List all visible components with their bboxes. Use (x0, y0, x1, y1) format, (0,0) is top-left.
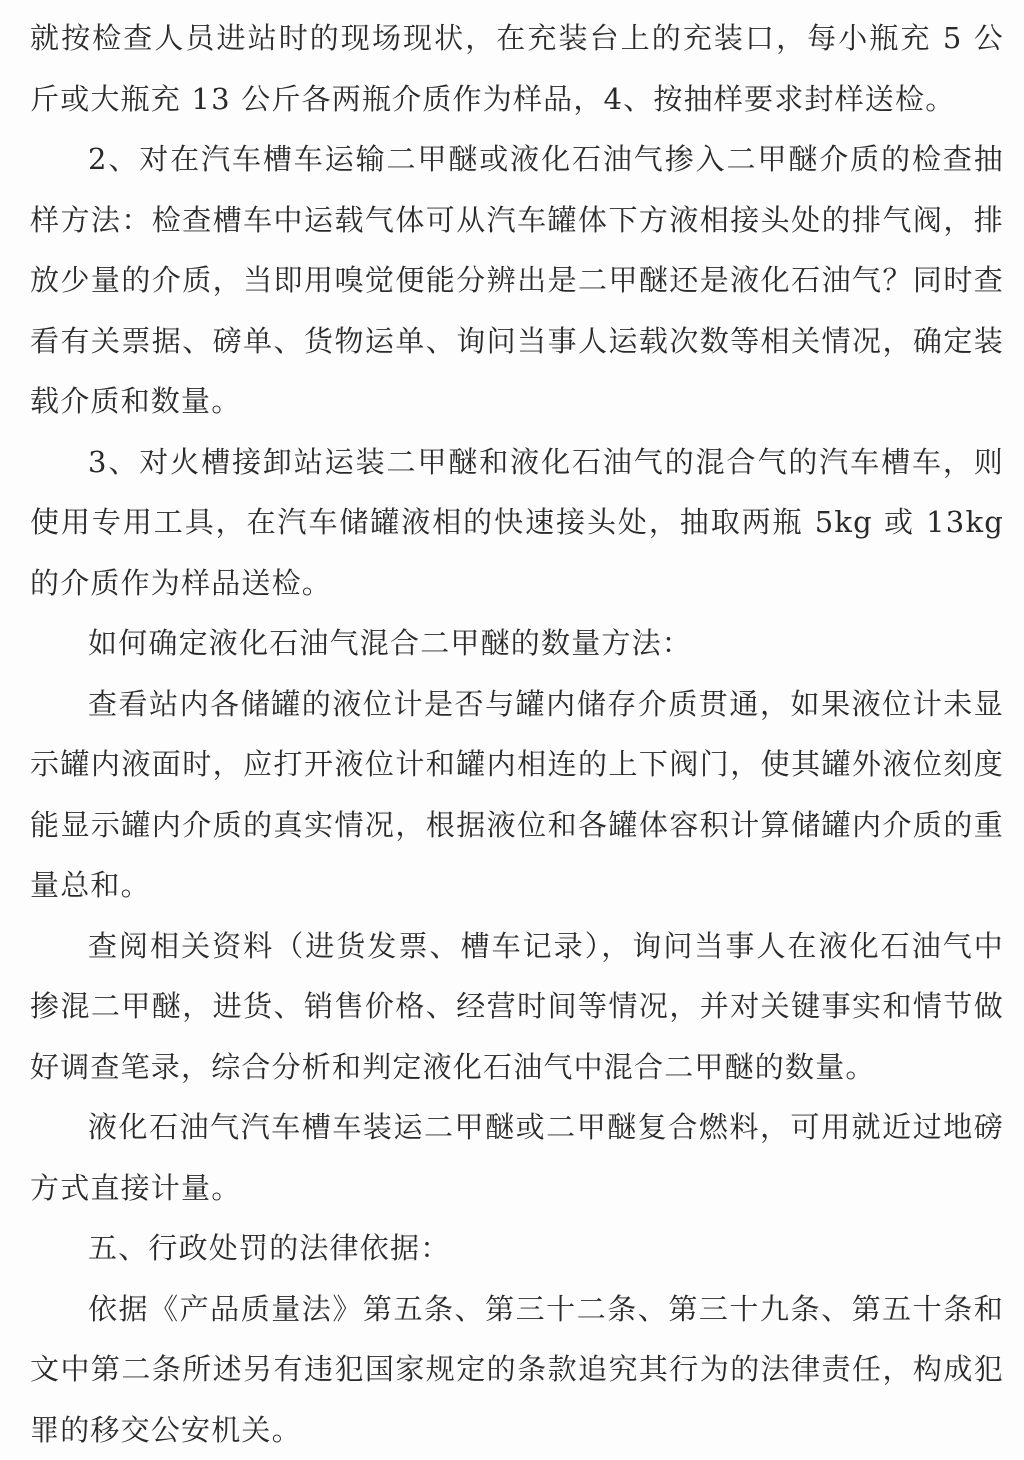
paragraph-5: 查看站内各储罐的液位计是否与罐内储存介质贯通，如果液位计未显示罐内液面时，应打开液位计和罐内相连的上下阀门，使其罐外液位刻度能显示罐内介质的真实情况，根据液位和各罐体容积计算储罐内介质的重量总和。 (30, 674, 1004, 916)
paragraph-3: 3、对火槽接卸站运装二甲醚和液化石油气的混合气的汽车槽车，则使用专用工具，在汽车储罐液相的快速接头处，抽取两瓶 5kg 或 13kg 的介质作为样品送检。 (30, 432, 1004, 614)
paragraph-9: 依据《产品质量法》第五条、第三十二条、第三十九条、第五十条和文中第二条所述另有违犯国家规定的条款追究其行为的法律责任，构成犯罪的移交公安机关。 (30, 1279, 1004, 1460)
paragraph-4: 如何确定液化石油气混合二甲醚的数量方法： (30, 613, 1004, 674)
paragraph-7: 液化石油气汽车槽车装运二甲醚或二甲醚复合燃料，可用就近过地磅方式直接计量。 (30, 1097, 1004, 1218)
section-heading-5: 五、行政处罚的法律依据： (30, 1218, 1004, 1279)
paragraph-6: 查阅相关资料（进货发票、槽车记录），询问当事人在液化石油气中掺混二甲醚，进货、销售价格、经营时间等情况，并对关键事实和情节做好调查笔录，综合分析和判定液化石油气中混合二甲醚的数量。 (30, 916, 1004, 1098)
paragraph-2: 2、对在汽车槽车运输二甲醚或液化石油气掺入二甲醚介质的检查抽样方法：检查槽车中运载气体可从汽车罐体下方液相接头处的排气阀，排放少量的介质，当即用嗅觉便能分辨出是二甲醚还是液化石油气？同时查看有关票据、磅单、货物运单、询问当事人运载次数等相关情况，确定装载介质和数量。 (30, 129, 1004, 432)
paragraph-1: 就按检查人员进站时的现场现状，在充装台上的充装口，每小瓶充 5 公斤或大瓶充 13 公斤各两瓶介质作为样品，4、按抽样要求封样送检。 (30, 8, 1004, 129)
